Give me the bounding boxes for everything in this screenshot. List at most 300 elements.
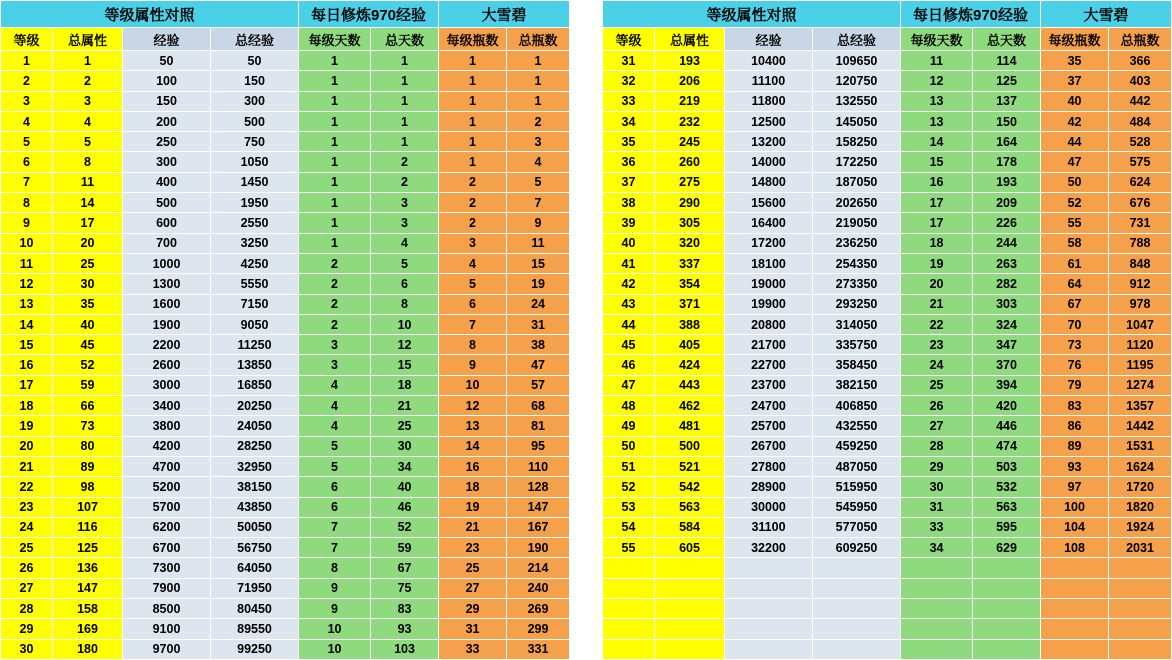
cell-total-days: 40	[371, 477, 439, 497]
cell-bottles-per-level	[1041, 599, 1109, 619]
cell-bottles-per-level: 83	[1041, 396, 1109, 416]
cell-bottles-per-level: 5	[439, 274, 507, 294]
cell-bottles-per-level: 4	[439, 253, 507, 273]
cell-total-attr: 158	[53, 599, 123, 619]
cell-exp: 31100	[725, 517, 813, 537]
cell-days-per-level: 4	[299, 396, 371, 416]
cell-exp: 400	[123, 172, 211, 192]
cell-total-attr: 45	[53, 335, 123, 355]
cell-bottles-per-level: 7	[439, 314, 507, 334]
cell-total-days: 3	[371, 193, 439, 213]
cell-total-days: 595	[973, 517, 1041, 537]
cell-total-attr: 337	[655, 253, 725, 273]
table-row	[603, 91, 1172, 111]
cell-bottles-per-level: 86	[1041, 416, 1109, 436]
cell-exp: 5700	[123, 497, 211, 517]
table-row	[603, 213, 1172, 233]
cell-total-attr: 80	[53, 436, 123, 456]
cell-days-per-level: 2	[299, 274, 371, 294]
table-row	[603, 132, 1172, 152]
cell-total-exp: 577050	[813, 517, 901, 537]
cell-days-per-level: 30	[901, 477, 973, 497]
cell-level: 23	[1, 497, 53, 517]
cell-total-days: 125	[973, 71, 1041, 91]
cell-days-per-level: 10	[299, 639, 371, 659]
table-row	[603, 111, 1172, 131]
cell-total-exp: 406850	[813, 396, 901, 416]
cell-exp: 9100	[123, 619, 211, 639]
table-row	[1, 213, 570, 233]
cell-total-exp: 16850	[211, 375, 299, 395]
cell-exp: 2200	[123, 335, 211, 355]
cell-total-days: 394	[973, 375, 1041, 395]
cell-exp: 8500	[123, 599, 211, 619]
cell-exp: 26700	[725, 436, 813, 456]
cell-total-bottles: 31	[507, 314, 570, 334]
cell-total-exp: 56750	[211, 538, 299, 558]
cell-total-attr	[655, 599, 725, 619]
cell-days-per-level: 3	[299, 355, 371, 375]
cell-days-per-level: 2	[299, 294, 371, 314]
table-panel-left	[0, 0, 569, 657]
cell-bottles-per-level: 1	[439, 91, 507, 111]
cell-bottles-per-level: 1	[439, 51, 507, 71]
cell-days-per-level: 24	[901, 355, 973, 375]
cell-total-bottles: 1047	[1109, 314, 1172, 334]
table-row	[1, 253, 570, 273]
cell-bottles-per-level: 13	[439, 416, 507, 436]
cell-total-days: 629	[973, 538, 1041, 558]
cell-total-days: 3	[371, 213, 439, 233]
cell-total-bottles: 442	[1109, 91, 1172, 111]
level-table-right	[602, 0, 1172, 660]
column-header-total-bottles: 总瓶数	[507, 28, 570, 51]
cell-total-exp: 187050	[813, 172, 901, 192]
cell-total-bottles: 912	[1109, 274, 1172, 294]
cell-bottles-per-level: 73	[1041, 335, 1109, 355]
cell-exp: 3400	[123, 396, 211, 416]
cell-days-per-level: 17	[901, 213, 973, 233]
cell-total-attr	[655, 578, 725, 598]
cell-total-bottles: 484	[1109, 111, 1172, 131]
cell-total-exp: 4250	[211, 253, 299, 273]
cell-level: 27	[1, 578, 53, 598]
cell-total-exp: 9050	[211, 314, 299, 334]
table-header-left	[1, 1, 570, 51]
cell-total-bottles: 81	[507, 416, 570, 436]
cell-total-exp: 335750	[813, 335, 901, 355]
cell-level: 10	[1, 233, 53, 253]
cell-total-attr: 20	[53, 233, 123, 253]
cell-total-bottles: 214	[507, 558, 570, 578]
group-header-big-sprite: 大雪碧	[1041, 1, 1172, 28]
table-row	[603, 51, 1172, 71]
cell-total-days: 5	[371, 253, 439, 273]
cell-total-exp: 132550	[813, 91, 901, 111]
cell-days-per-level: 25	[901, 375, 973, 395]
cell-total-days: 532	[973, 477, 1041, 497]
table-row	[603, 436, 1172, 456]
cell-total-bottles: 95	[507, 436, 570, 456]
cell-days-per-level: 17	[901, 193, 973, 213]
cell-total-bottles: 1720	[1109, 477, 1172, 497]
cell-days-per-level: 5	[299, 436, 371, 456]
cell-total-bottles: 38	[507, 335, 570, 355]
cell-days-per-level: 13	[901, 111, 973, 131]
cell-total-bottles: 676	[1109, 193, 1172, 213]
cell-days-per-level: 21	[901, 294, 973, 314]
cell-exp: 32200	[725, 538, 813, 558]
cell-bottles-per-level	[1041, 558, 1109, 578]
cell-total-bottles: 403	[1109, 71, 1172, 91]
cell-total-attr: 563	[655, 497, 725, 517]
cell-exp: 250	[123, 132, 211, 152]
cell-level: 51	[603, 456, 655, 476]
cell-total-days: 18	[371, 375, 439, 395]
table-row	[603, 538, 1172, 558]
cell-bottles-per-level: 16	[439, 456, 507, 476]
cell-total-exp: 89550	[211, 619, 299, 639]
cell-bottles-per-level: 35	[1041, 51, 1109, 71]
cell-total-bottles: 15	[507, 253, 570, 273]
cell-days-per-level: 4	[299, 416, 371, 436]
cell-total-attr: 260	[655, 152, 725, 172]
cell-days-per-level: 1	[299, 152, 371, 172]
cell-level: 38	[603, 193, 655, 213]
cell-total-attr: 290	[655, 193, 725, 213]
cell-total-bottles	[1109, 558, 1172, 578]
cell-level: 13	[1, 294, 53, 314]
cell-total-exp	[813, 558, 901, 578]
cell-bottles-per-level: 70	[1041, 314, 1109, 334]
cell-total-exp: 487050	[813, 456, 901, 476]
cell-level: 30	[1, 639, 53, 659]
cell-total-exp: 145050	[813, 111, 901, 131]
cell-days-per-level: 1	[299, 132, 371, 152]
cell-total-days: 150	[973, 111, 1041, 131]
cell-total-attr: 388	[655, 314, 725, 334]
cell-level: 26	[1, 558, 53, 578]
table-row	[603, 639, 1172, 659]
cell-total-attr: 73	[53, 416, 123, 436]
cell-bottles-per-level: 12	[439, 396, 507, 416]
cell-bottles-per-level: 6	[439, 294, 507, 314]
cell-bottles-per-level: 93	[1041, 456, 1109, 476]
table-row	[1, 599, 570, 619]
cell-days-per-level: 8	[299, 558, 371, 578]
table-row	[1, 355, 570, 375]
cell-total-days: 137	[973, 91, 1041, 111]
cell-total-exp	[813, 639, 901, 659]
cell-days-per-level: 7	[299, 538, 371, 558]
cell-days-per-level: 11	[901, 51, 973, 71]
table-row	[603, 335, 1172, 355]
cell-exp: 300	[123, 152, 211, 172]
cell-total-days: 324	[973, 314, 1041, 334]
table-row	[1, 477, 570, 497]
cell-days-per-level: 4	[299, 375, 371, 395]
cell-total-bottles: 3	[507, 132, 570, 152]
cell-level: 20	[1, 436, 53, 456]
cell-exp: 11800	[725, 91, 813, 111]
cell-total-attr: 136	[53, 558, 123, 578]
cell-level: 45	[603, 335, 655, 355]
cell-total-attr	[655, 639, 725, 659]
cell-total-bottles: 269	[507, 599, 570, 619]
cell-days-per-level: 27	[901, 416, 973, 436]
cell-total-days: 25	[371, 416, 439, 436]
cell-total-attr: 424	[655, 355, 725, 375]
cell-total-attr: 30	[53, 274, 123, 294]
cell-bottles-per-level: 25	[439, 558, 507, 578]
cell-exp: 150	[123, 91, 211, 111]
cell-level	[603, 578, 655, 598]
table-row	[603, 517, 1172, 537]
cell-days-per-level: 28	[901, 436, 973, 456]
cell-total-bottles: 57	[507, 375, 570, 395]
column-header-total-attr: 总属性	[655, 28, 725, 51]
cell-total-bottles: 848	[1109, 253, 1172, 273]
cell-exp: 6200	[123, 517, 211, 537]
cell-total-days	[973, 558, 1041, 578]
cell-level: 6	[1, 152, 53, 172]
cell-total-attr: 59	[53, 375, 123, 395]
column-header-total-exp: 总经验	[211, 28, 299, 51]
table-row	[603, 375, 1172, 395]
cell-exp: 1300	[123, 274, 211, 294]
cell-total-days: 209	[973, 193, 1041, 213]
cell-level: 18	[1, 396, 53, 416]
table-row	[603, 152, 1172, 172]
cell-exp: 24700	[725, 396, 813, 416]
cell-total-days	[973, 619, 1041, 639]
cell-days-per-level: 7	[299, 517, 371, 537]
cell-exp: 2600	[123, 355, 211, 375]
cell-total-bottles: 1195	[1109, 355, 1172, 375]
table-row	[603, 294, 1172, 314]
cell-total-exp: 219050	[813, 213, 901, 233]
cell-exp: 200	[123, 111, 211, 131]
cell-total-bottles: 47	[507, 355, 570, 375]
cell-total-exp: 293250	[813, 294, 901, 314]
table-row	[603, 172, 1172, 192]
cell-days-per-level: 29	[901, 456, 973, 476]
group-header-attributes: 等级属性对照	[603, 1, 901, 28]
group-header-attributes: 等级属性对照	[1, 1, 299, 28]
cell-exp: 15600	[725, 193, 813, 213]
cell-total-attr: 443	[655, 375, 725, 395]
table-row	[1, 152, 570, 172]
cell-total-days: 282	[973, 274, 1041, 294]
cell-total-days: 12	[371, 335, 439, 355]
cell-total-exp: 2550	[211, 213, 299, 233]
cell-exp: 10400	[725, 51, 813, 71]
cell-total-days: 4	[371, 233, 439, 253]
cell-level: 9	[1, 213, 53, 233]
cell-exp: 5200	[123, 477, 211, 497]
cell-days-per-level: 23	[901, 335, 973, 355]
cell-days-per-level: 2	[299, 253, 371, 273]
cell-total-days: 1	[371, 111, 439, 131]
table-row	[1, 51, 570, 71]
cell-total-exp: 1950	[211, 193, 299, 213]
cell-exp: 16400	[725, 213, 813, 233]
table-row	[1, 538, 570, 558]
cell-bottles-per-level: 50	[1041, 172, 1109, 192]
cell-total-attr: 5	[53, 132, 123, 152]
cell-total-attr: 147	[53, 578, 123, 598]
table-row	[603, 416, 1172, 436]
cell-exp: 23700	[725, 375, 813, 395]
cell-total-attr: 35	[53, 294, 123, 314]
cell-days-per-level: 19	[901, 253, 973, 273]
cell-level: 40	[603, 233, 655, 253]
cell-bottles-per-level: 19	[439, 497, 507, 517]
table-row	[603, 558, 1172, 578]
cell-exp: 19000	[725, 274, 813, 294]
cell-total-attr: 462	[655, 396, 725, 416]
table-row	[1, 639, 570, 659]
cell-days-per-level: 1	[299, 111, 371, 131]
cell-level	[603, 639, 655, 659]
cell-total-attr: 98	[53, 477, 123, 497]
cell-total-bottles: 147	[507, 497, 570, 517]
cell-exp: 1000	[123, 253, 211, 273]
cell-total-attr: 232	[655, 111, 725, 131]
cell-exp: 19900	[725, 294, 813, 314]
cell-level: 25	[1, 538, 53, 558]
cell-total-attr: 17	[53, 213, 123, 233]
cell-total-days	[973, 578, 1041, 598]
cell-bottles-per-level: 79	[1041, 375, 1109, 395]
cell-total-exp: 545950	[813, 497, 901, 517]
table-row	[603, 233, 1172, 253]
cell-total-attr: 180	[53, 639, 123, 659]
cell-total-attr: 354	[655, 274, 725, 294]
cell-bottles-per-level: 108	[1041, 538, 1109, 558]
cell-bottles-per-level: 21	[439, 517, 507, 537]
cell-total-days: 93	[371, 619, 439, 639]
cell-bottles-per-level: 23	[439, 538, 507, 558]
cell-total-exp: 150	[211, 71, 299, 91]
table-panel-right	[602, 0, 1171, 641]
cell-total-attr	[655, 619, 725, 639]
cell-level: 53	[603, 497, 655, 517]
cell-days-per-level: 1	[299, 233, 371, 253]
cell-days-per-level: 3	[299, 335, 371, 355]
table-row	[1, 497, 570, 517]
cell-level: 4	[1, 111, 53, 131]
cell-total-days: 503	[973, 456, 1041, 476]
cell-total-bottles: 1924	[1109, 517, 1172, 537]
column-header-bottles-per-level: 每级瓶数	[439, 28, 507, 51]
cell-total-exp: 500	[211, 111, 299, 131]
cell-total-days: 164	[973, 132, 1041, 152]
cell-total-exp: 20250	[211, 396, 299, 416]
column-header-row-left	[1, 28, 570, 51]
cell-total-exp: 236250	[813, 233, 901, 253]
cell-total-attr: 116	[53, 517, 123, 537]
cell-total-bottles: 366	[1109, 51, 1172, 71]
cell-total-exp: 50050	[211, 517, 299, 537]
cell-exp	[725, 578, 813, 598]
cell-days-per-level	[901, 578, 973, 598]
cell-bottles-per-level: 58	[1041, 233, 1109, 253]
cell-total-exp: 28250	[211, 436, 299, 456]
column-header-total-days: 总天数	[973, 28, 1041, 51]
cell-total-days: 1	[371, 71, 439, 91]
cell-level: 11	[1, 253, 53, 273]
cell-total-attr: 245	[655, 132, 725, 152]
cell-total-exp: 382150	[813, 375, 901, 395]
cell-exp: 30000	[725, 497, 813, 517]
cell-level: 19	[1, 416, 53, 436]
cell-level	[603, 619, 655, 639]
cell-days-per-level: 34	[901, 538, 973, 558]
cell-total-exp: 172250	[813, 152, 901, 172]
cell-days-per-level: 31	[901, 497, 973, 517]
cell-level: 36	[603, 152, 655, 172]
cell-bottles-per-level: 37	[1041, 71, 1109, 91]
cell-total-exp	[813, 578, 901, 598]
cell-total-bottles: 1120	[1109, 335, 1172, 355]
cell-total-days: 59	[371, 538, 439, 558]
cell-level	[603, 558, 655, 578]
cell-total-exp: 3250	[211, 233, 299, 253]
table-row	[603, 396, 1172, 416]
table-row	[603, 193, 1172, 213]
cell-level: 22	[1, 477, 53, 497]
table-row	[1, 132, 570, 152]
cell-total-exp: 300	[211, 91, 299, 111]
cell-level: 28	[1, 599, 53, 619]
cell-exp: 1900	[123, 314, 211, 334]
group-header-row-right	[603, 1, 1172, 28]
cell-total-days: 1	[371, 91, 439, 111]
cell-exp: 7900	[123, 578, 211, 598]
cell-days-per-level: 12	[901, 71, 973, 91]
cell-days-per-level: 13	[901, 91, 973, 111]
cell-total-days: 34	[371, 456, 439, 476]
cell-total-bottles: 5	[507, 172, 570, 192]
cell-level: 35	[603, 132, 655, 152]
cell-total-attr: 481	[655, 416, 725, 436]
table-row	[1, 375, 570, 395]
table-row	[603, 497, 1172, 517]
cell-total-attr: 8	[53, 152, 123, 172]
cell-level: 2	[1, 71, 53, 91]
cell-exp: 3000	[123, 375, 211, 395]
cell-total-days: 30	[371, 436, 439, 456]
cell-level: 50	[603, 436, 655, 456]
cell-total-days: 178	[973, 152, 1041, 172]
cell-days-per-level	[901, 599, 973, 619]
cell-exp: 28900	[725, 477, 813, 497]
cell-total-bottles: 24	[507, 294, 570, 314]
cell-total-bottles	[1109, 578, 1172, 598]
cell-exp: 1600	[123, 294, 211, 314]
table-row	[603, 253, 1172, 273]
cell-total-exp: 7150	[211, 294, 299, 314]
cell-bottles-per-level: 76	[1041, 355, 1109, 375]
cell-total-attr: 2	[53, 71, 123, 91]
cell-total-days: 347	[973, 335, 1041, 355]
cell-bottles-per-level: 31	[439, 619, 507, 639]
cell-total-exp: 254350	[813, 253, 901, 273]
group-header-daily-training: 每日修炼970经验	[901, 1, 1041, 28]
cell-bottles-per-level: 27	[439, 578, 507, 598]
cell-total-attr: 52	[53, 355, 123, 375]
